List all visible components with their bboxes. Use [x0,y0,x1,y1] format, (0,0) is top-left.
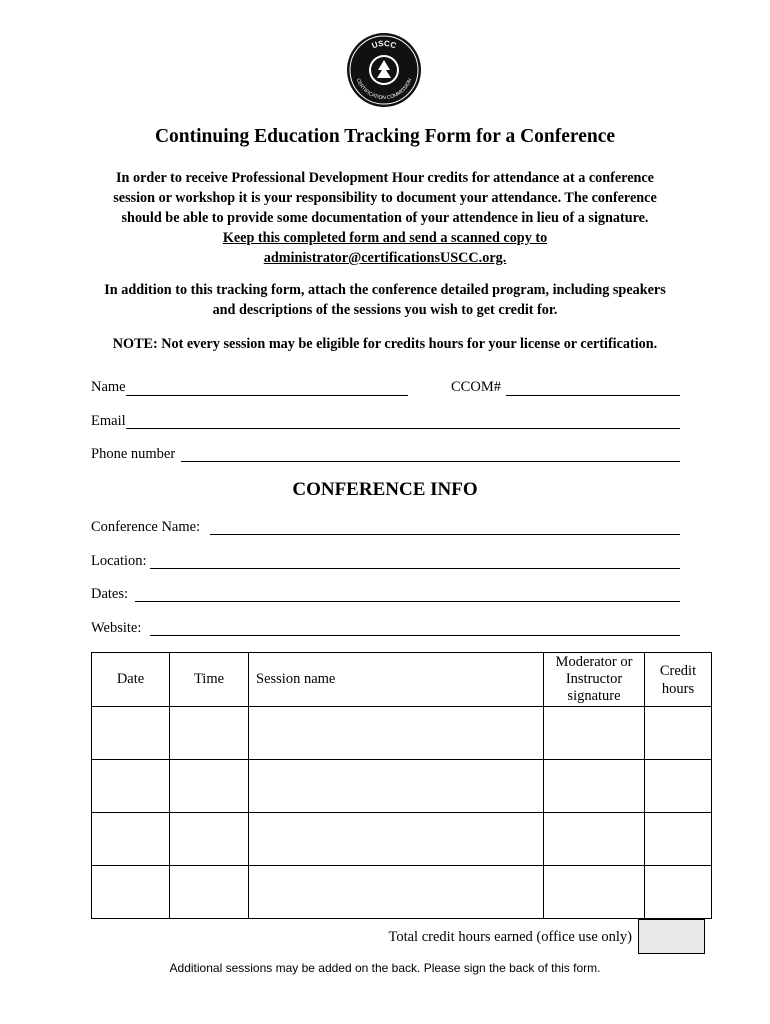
email-label: Email [91,413,126,429]
date-cell[interactable] [92,866,170,919]
name-field[interactable] [126,395,408,396]
date-cell[interactable] [92,707,170,760]
header-moderator-signature: Moderator or Instructor signature [544,653,645,707]
admin-email-link[interactable]: administrator@certificationsUSCC.org. [263,250,507,266]
header-date: Date [92,653,170,707]
header-session-name: Session name [249,653,544,707]
table-row [92,813,712,866]
total-credit-box [638,919,705,954]
footer-note: Additional sessions may be added on the back. Please sign the back of this form. [169,961,601,975]
time-cell[interactable] [170,760,249,813]
session-name-cell[interactable] [249,760,544,813]
header-time: Time [170,653,249,707]
conference-heading: CONFERENCE INFO [292,479,478,500]
session-name-cell[interactable] [249,707,544,760]
table-header-row [92,653,712,707]
time-cell[interactable] [170,813,249,866]
website-label: Website: [91,620,142,636]
location-field[interactable] [150,568,680,569]
signature-cell[interactable] [544,707,645,760]
table-row [92,707,712,760]
session-name-cell[interactable] [249,866,544,919]
conference-name-label: Conference Name: [91,519,201,535]
time-cell[interactable] [170,866,249,919]
header-credit-hours: Credit hours [645,653,712,707]
name-label: Name [91,379,126,395]
dates-field[interactable] [135,601,680,602]
credit-hours-cell[interactable] [645,760,712,813]
phone-field[interactable] [181,461,680,462]
logo-top-text: USCC [370,38,398,51]
email-field[interactable] [126,428,680,429]
session-name-cell[interactable] [249,813,544,866]
form-title: Continuing Education Tracking Form for a Conference [154,126,616,147]
website-field[interactable] [150,635,680,636]
table-row [92,760,712,813]
ccom-label: CCOM# [451,379,501,395]
note-text: NOTE: Not every session may be eligible for credits hours for your license or certification. [112,336,658,352]
credit-hours-cell[interactable] [645,813,712,866]
phone-label: Phone number [91,446,176,462]
intro-paragraph: In order to receive Professional Development Hour credits for attendance at a conference session or workshop it is your responsibility to document your attendance. The conference should be able to provide some documentation of your attendence in lieu of a signature. Keep this completed form and send a scanned copy to administrator@certificationsUSCC.org. [113,170,657,266]
table-row [92,866,712,919]
signature-cell[interactable] [544,866,645,919]
conference-name-field[interactable] [210,534,680,535]
total-credit-label: Total credit hours earned (office use only) [388,929,632,945]
credit-hours-cell[interactable] [645,707,712,760]
signature-cell[interactable] [544,760,645,813]
date-cell[interactable] [92,760,170,813]
credit-hours-cell[interactable] [645,866,712,919]
time-cell[interactable] [170,707,249,760]
signature-cell[interactable] [544,813,645,866]
logo-ring-text: CERTIFICATION COMMISSION [354,77,414,102]
sessions-table [91,652,712,919]
attach-paragraph: In addition to this tracking form, attach the conference detailed program, including speakers and descriptions of the sessions you wish to get credit for. [104,282,666,318]
dates-label: Dates: [91,586,129,602]
instructions-link-text: Keep this completed form and send a scanned copy to [222,230,548,246]
location-label: Location: [91,553,147,569]
date-cell[interactable] [92,813,170,866]
ccom-field[interactable] [506,395,680,396]
uscc-logo [346,32,422,108]
